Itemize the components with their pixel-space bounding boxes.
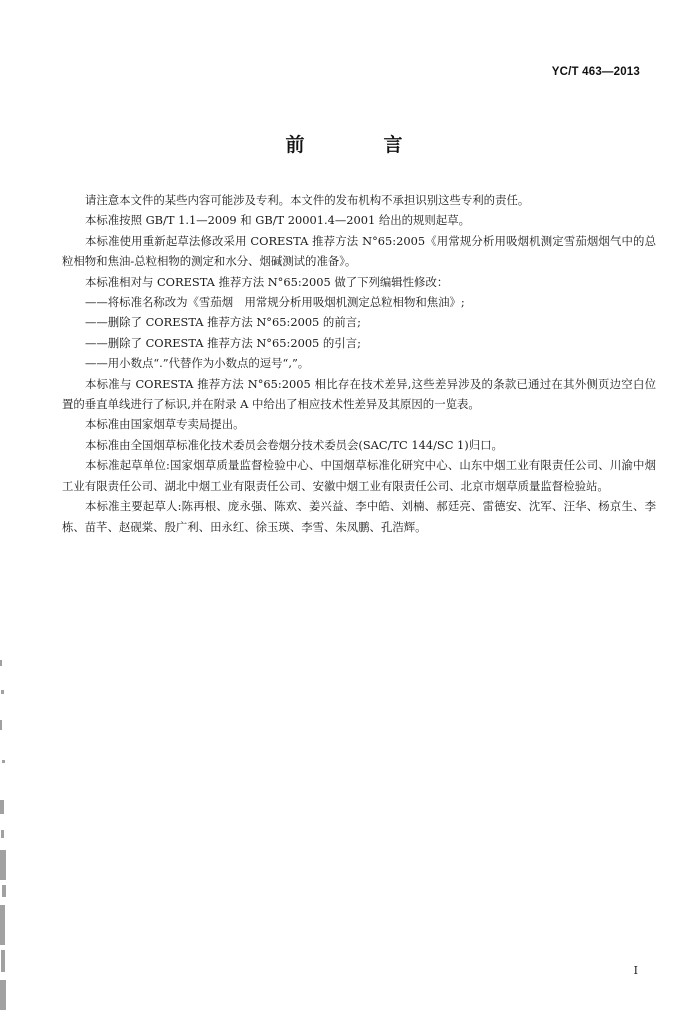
paragraph-patent-notice: 请注意本文件的某些内容可能涉及专利。本文件的发布机构不承担识别这些专利的责任。 xyxy=(85,193,530,207)
list-item-decimal-point: ——用小数点“.”代替作为小数点的逗号“,”。 xyxy=(85,356,310,371)
paragraph-administered-by: 本标准由全国烟草标准化技术委员会卷烟分技术委员会(SAC/TC 144/SC 1)归口。 xyxy=(85,437,503,452)
paragraph-editorial-changes: 本标准相对与 CORESTA 推荐方法 N°65:2005 做了下列编辑性修改： xyxy=(85,274,449,289)
paragraph-drafting-units: 本标准起草单位:国家烟草质量监督检验中心、中国烟草标准化研究中心、山东中烟工业有限责任公司、川渝中烟工业有限责任公司、湖北中烟工业有限责任公司、安徽中烟工业有限责任公司、北京市烟草质量监督检验站。 xyxy=(62,458,656,493)
page-title: 前 言 xyxy=(285,134,433,156)
list-item-delete-foreword: ——删除了 CORESTA 推荐方法 N°65:2005 的前言; xyxy=(85,315,361,330)
scan-edge-artifact xyxy=(0,650,14,1024)
page-number: I xyxy=(633,964,638,977)
paragraph-drafters: 本标准主要起草人:陈再根、庞永强、陈欢、姜兴益、李中皓、刘楠、郝廷亮、雷德安、沈军、汪华、杨京生、李栋、苗芊、赵砚棠、殷广利、田永红、徐玉瑛、李雪、朱凤鹏、孔浩辉。 xyxy=(62,499,656,534)
paragraph-drafting-rules: 本标准按照 GB/T 1.1—2009 和 GB/T 20001.4—2001 给出的规则起草。 xyxy=(85,213,470,228)
list-item-delete-introduction: ——删除了 CORESTA 推荐方法 N°65:2005 的引言; xyxy=(85,335,361,350)
list-item-rename: ——将标准名称改为《雪茄烟 用常规分析用吸烟机测定总粒相物和焦油》; xyxy=(85,295,465,310)
foreword-body xyxy=(62,190,656,537)
paragraph-technical-differences: 本标准与 CORESTA 推荐方法 N°65:2005 相比存在技术差异,这些差异涉及的条款已通过在其外侧页边空白位置的垂直单线进行了标识,并在附录 A 中给出了相应技术性差异及其原因的一览表。 xyxy=(62,376,656,412)
paragraph-adoption-method: 本标准使用重新起草法修改采用 CORESTA 推荐方法 N°65:2005《用常规分析用吸烟机测定雪茄烟烟气中的总粒相物和焦油-总粒相物的测定和水分、烟碱测试的准备》。 xyxy=(62,233,656,269)
standard-code: YC/T 463—2013 xyxy=(551,66,640,78)
paragraph-proposed-by: 本标准由国家烟草专卖局提出。 xyxy=(85,417,245,432)
